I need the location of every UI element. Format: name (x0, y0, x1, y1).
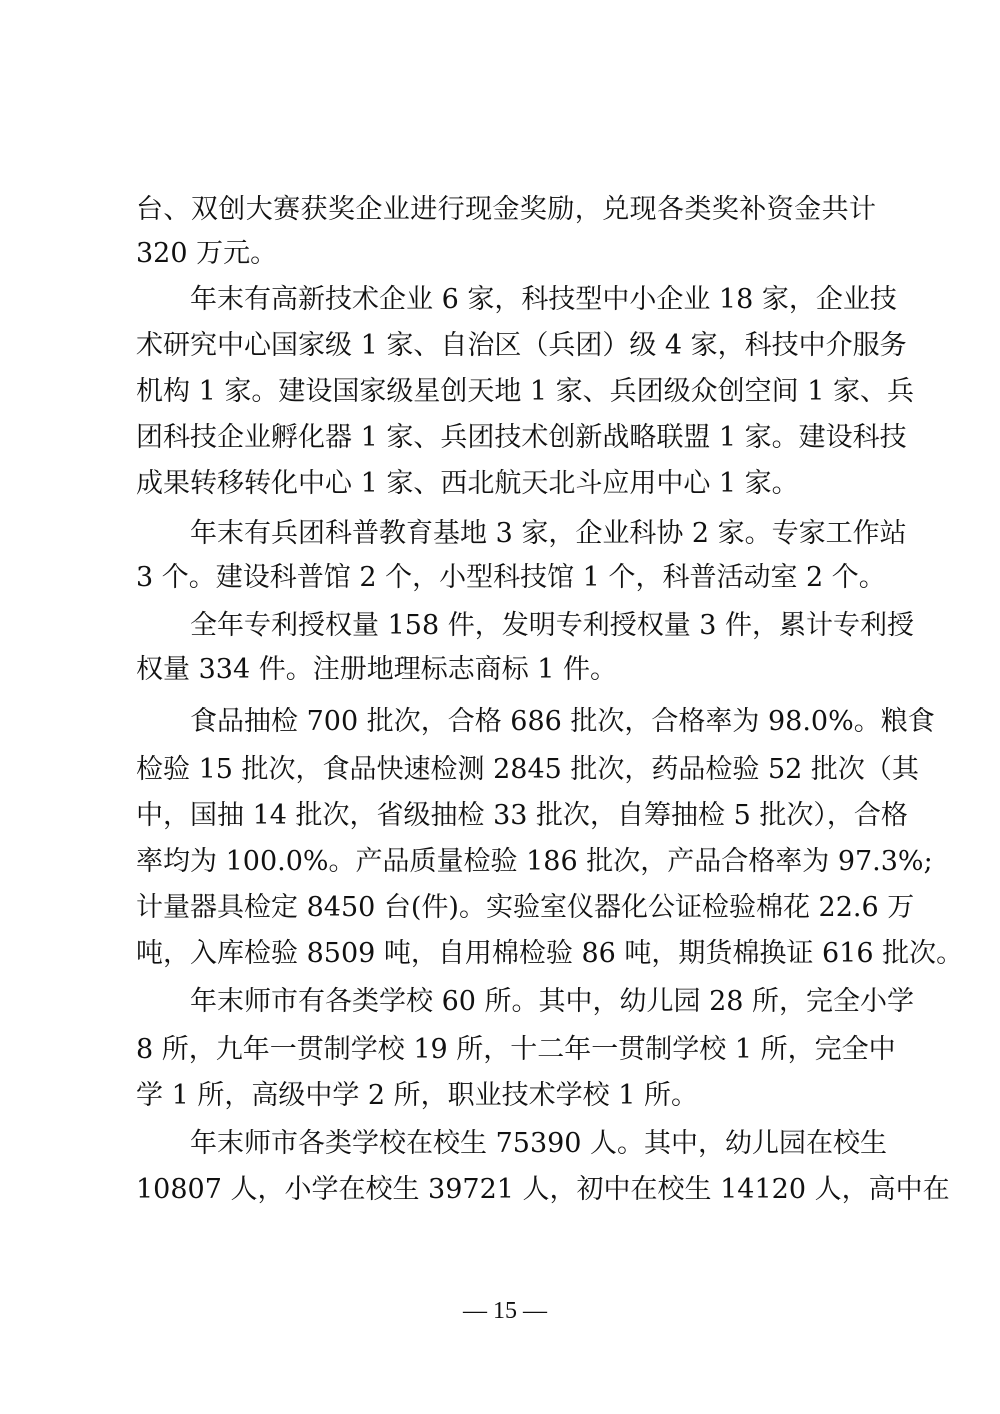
text-line: 权量 334 件。注册地理标志商标 1 件。 (136, 654, 618, 685)
text-line: 术研究中心国家级 1 家、自治区（兵团）级 4 家，科技中介服务 (136, 330, 907, 361)
text-line: 台、双创大赛获奖企业进行现金奖励，兑现各类奖补资金共计 (136, 194, 876, 225)
text-line: 中，国抽 14 批次，省级抽检 33 批次，自筹抽检 5 批次），合格 (136, 800, 908, 831)
text-line: 食品抽检 700 批次，合格 686 批次，合格率为 98.0%。粮食 (190, 706, 935, 737)
text-line: 全年专利授权量 158 件，发明专利授权量 3 件，累计专利授 (190, 610, 915, 641)
text-line: 年末有高新技术企业 6 家，科技型中小企业 18 家，企业技 (190, 284, 897, 315)
text-line: 团科技企业孵化器 1 家、兵团技术创新战略联盟 1 家。建设科技 (136, 422, 907, 453)
text-line: 年末师市各类学校在校生 75390 人。其中，幼儿园在校生 (190, 1128, 888, 1159)
text-line: 检验 15 批次，食品快速检测 2845 批次，药品检验 52 批次（其 (136, 754, 919, 785)
text-line: 3 个。建设科普馆 2 个，小型科技馆 1 个，科普活动室 2 个。 (136, 562, 886, 593)
text-line: 10807 人，小学在校生 39721 人，初中在校生 14120 人，高中在 (136, 1174, 950, 1205)
text-line: 率均为 100.0%。产品质量检验 186 批次，产品合格率为 97.3%; (136, 846, 933, 877)
text-line: 年末师市有各类学校 60 所。其中，幼儿园 28 所，完全小学 (190, 986, 915, 1017)
text-line: 计量器具检定 8450 台(件)。实验室仪器化公证检验棉花 22.6 万 (136, 892, 915, 923)
text-line: 学 1 所，高级中学 2 所，职业技术学校 1 所。 (136, 1080, 699, 1111)
text-line: 机构 1 家。建设国家级星创天地 1 家、兵团级众创空间 1 家、兵 (136, 376, 915, 407)
text-line: 成果转移转化中心 1 家、西北航天北斗应用中心 1 家。 (136, 468, 799, 499)
page-number (0, 1296, 1000, 1326)
text-line: 320 万元。 (136, 238, 278, 269)
text-line: 年末有兵团科普教育基地 3 家，企业科协 2 家。专家工作站 (190, 518, 907, 549)
text-line: 8 所，九年一贯制学校 19 所，十二年一贯制学校 1 所，完全中 (136, 1034, 896, 1065)
text-line: 吨，入库检验 8509 吨，自用棉检验 86 吨，期货棉换证 616 批次。 (136, 938, 964, 969)
page-number-text: — 15 — (463, 1298, 547, 1324)
